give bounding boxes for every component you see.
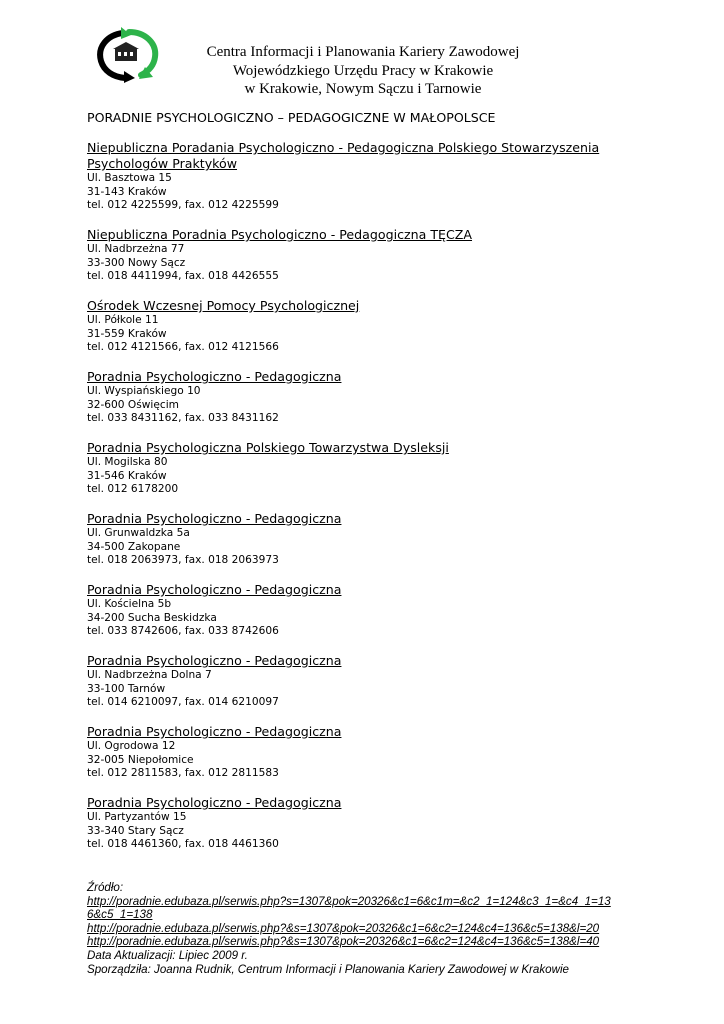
clinic-city: 33-340 Stary Sącz xyxy=(87,824,184,837)
clinic-phone: tel. 012 6178200 xyxy=(87,483,179,496)
clinic-city: 32-005 Niepołomice xyxy=(87,753,194,766)
source-link-line: http://poradnie.edubaza.pl/serwis.php?&s=1307&pok=20326&c1=6&c2=124&c4=136&c5=138&l=40 xyxy=(87,935,600,949)
clinic-entry xyxy=(87,511,647,582)
source-link[interactable] xyxy=(87,935,657,949)
clinic-entry xyxy=(87,369,647,440)
organization-header xyxy=(170,43,556,99)
clinic-entry xyxy=(87,582,647,653)
author-credit: Sporządziła: Joanna Rudnik, Centrum Informacji i Planowania Kariery Zawodowej w Krakowie xyxy=(87,962,570,976)
clinic-city: 31-143 Kraków xyxy=(87,185,167,198)
source-link-line: http://poradnie.edubaza.pl/serwis.php?&s=1307&pok=20326&c1=6&c2=124&c4=136&c5=138&l=20 xyxy=(87,921,600,935)
header-line-3: w Krakowie, Nowym Sączu i Tarnowie xyxy=(244,81,482,97)
clinic-entry xyxy=(87,724,647,795)
clinic-phone: tel. 018 2063973, fax. 018 2063973 xyxy=(87,554,279,567)
clinic-city: 34-500 Zakopane xyxy=(87,540,181,553)
source-label: Źródło: xyxy=(87,881,124,894)
clinic-name-link[interactable]: Poradnia Psychologiczno - Pedagogiczna xyxy=(87,369,342,384)
clinic-street: Ul. Basztowa 15 xyxy=(87,172,172,184)
clinic-street: Ul. Grunwaldzka 5a xyxy=(87,527,190,539)
clinic-name-line: Niepubliczna Poradania Psychologiczno - Pedagogiczna Polskiego Stowarzyszenia xyxy=(87,140,600,155)
source-link[interactable] xyxy=(87,922,657,936)
clinic-street: Ul. Wyspiańskiego 10 xyxy=(87,385,201,397)
clinic-name-link[interactable]: Niepubliczna Poradnia Psychologiczno - Pedagogiczna TĘCZA xyxy=(87,227,473,242)
source-link-line: http://poradnie.edubaza.pl/serwis.php?s=1307&pok=20326&c1=6&c1m=&c2_1=124&c3_1=&c4_1=13 xyxy=(87,894,611,908)
clinic-phone: tel. 012 4121566, fax. 012 4121566 xyxy=(87,341,279,354)
clinic-entry xyxy=(87,140,647,227)
document-title: PORADNIE PSYCHOLOGICZNO – PEDAGOGICZNE W MAŁOPOLSCE xyxy=(87,110,496,125)
clinic-street: Ul. Półkole 11 xyxy=(87,314,159,326)
clinic-entry xyxy=(87,227,647,298)
source-footer xyxy=(87,881,657,976)
recycling-arrows-logo-icon xyxy=(93,27,161,83)
clinic-city: 32-600 Oświęcim xyxy=(87,398,179,411)
source-link[interactable] xyxy=(87,895,657,922)
clinic-street: Ul. Nadbrzeżna Dolna 7 xyxy=(87,669,212,681)
clinic-phone: tel. 014 6210097, fax. 014 6210097 xyxy=(87,696,279,709)
clinic-street: Ul. Kościelna 5b xyxy=(87,598,172,610)
clinic-name-link[interactable] xyxy=(87,140,647,172)
clinic-city: 31-559 Kraków xyxy=(87,327,167,340)
clinic-name-line: Psychologów Praktyków xyxy=(87,156,238,171)
clinic-city: 33-300 Nowy Sącz xyxy=(87,256,186,269)
clinic-name-link[interactable]: Poradnia Psychologiczno - Pedagogiczna xyxy=(87,511,342,526)
clinic-city: 31-546 Kraków xyxy=(87,469,167,482)
clinic-name-link[interactable]: Poradnia Psychologiczna Polskiego Towarzystwa Dysleksji xyxy=(87,440,449,455)
header-line-2: Wojewódzkiego Urzędu Pracy w Krakowie xyxy=(232,62,494,79)
clinic-name-link[interactable]: Poradnia Psychologiczno - Pedagogiczna xyxy=(87,582,342,597)
clinic-entry xyxy=(87,440,647,511)
clinic-city: 33-100 Tarnów xyxy=(87,682,166,695)
clinic-name-link[interactable]: Poradnia Psychologiczno - Pedagogiczna xyxy=(87,653,342,668)
clinic-phone: tel. 012 2811583, fax. 012 2811583 xyxy=(87,767,279,780)
source-link-line: 6&c5_1=138 xyxy=(87,908,153,922)
header-line-1: Centra Informacji i Planowania Kariery Zawodowej xyxy=(206,44,520,60)
clinic-phone: tel. 033 8431162, fax. 033 8431162 xyxy=(87,412,279,425)
clinic-phone: tel. 018 4411994, fax. 018 4426555 xyxy=(87,270,279,283)
clinic-name-link[interactable]: Ośrodek Wczesnej Pomocy Psychologicznej xyxy=(87,298,360,313)
clinic-street: Ul. Mogilska 80 xyxy=(87,456,168,468)
clinic-city: 34-200 Sucha Beskidzka xyxy=(87,611,217,624)
clinic-street: Ul. Partyzantów 15 xyxy=(87,811,187,823)
clinic-name-link[interactable]: Poradnia Psychologiczno - Pedagogiczna xyxy=(87,795,342,810)
update-date: Data Aktualizacji: Lipiec 2009 r. xyxy=(87,948,248,962)
clinic-entry xyxy=(87,298,647,369)
clinic-street: Ul. Nadbrzeżna 77 xyxy=(87,243,185,255)
clinic-phone: tel. 018 4461360, fax. 018 4461360 xyxy=(87,838,279,851)
clinic-entry xyxy=(87,653,647,724)
clinic-phone: tel. 033 8742606, fax. 033 8742606 xyxy=(87,625,279,638)
clinic-name-link[interactable]: Poradnia Psychologiczno - Pedagogiczna xyxy=(87,724,342,739)
clinic-entry xyxy=(87,795,647,866)
clinic-street: Ul. Ogrodowa 12 xyxy=(87,740,176,752)
clinic-phone: tel. 012 4225599, fax. 012 4225599 xyxy=(87,199,279,212)
clinic-list xyxy=(87,140,647,866)
